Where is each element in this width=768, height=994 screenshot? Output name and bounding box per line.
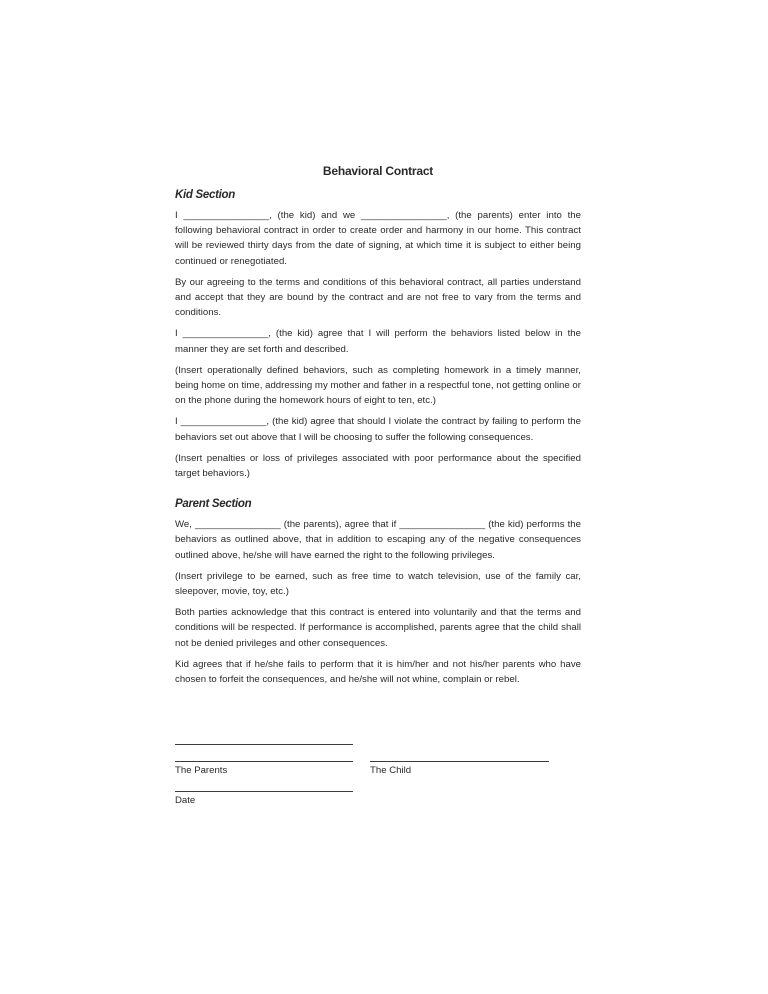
parent-signature-line-2 (175, 761, 353, 762)
kid-paragraph-5: I ________________, (the kid) agree that should I violate the contract by failing to perform the behaviors set out above that I will be choosing to suffer the following consequences. (175, 416, 581, 443)
parent-paragraph-1: We, ________________ (the parents), agree that if ________________ (the kid) performs the behaviors as outlined above, that in addition to escaping any of the negative consequences outlined above, he/she will have earned the right to the following privileges. (175, 519, 581, 561)
date-line (175, 791, 353, 792)
signature-block (175, 736, 555, 816)
document-title: Behavioral Contract (322, 164, 434, 178)
parent-paragraph-2: (Insert privilege to be earned, such as free time to watch television, use of the family car, sleepover, movie, toy, etc.) (175, 570, 581, 598)
kid-paragraph-3: I ________________, (the kid) agree that I will perform the behaviors listed below in the manner they are set forth and described. (175, 328, 581, 355)
kid-section-heading: Kid Section (175, 189, 235, 201)
parents-signature-label: The Parents (175, 765, 228, 776)
parent-signature-line-1 (175, 744, 353, 745)
date-label: Date (175, 795, 196, 806)
kid-paragraph-2: By our agreeing to the terms and conditions of this behavioral contract, all parties understand and accept that they are bound by the contract and are not free to vary from the terms and conditions. (175, 276, 581, 319)
parent-paragraph-4: Kid agrees that if he/she fails to perform that it is him/her and not his/her parents who have chosen to forfeit the consequences, and he/she will not whine, complain or rebel. (175, 658, 581, 686)
child-signature-line (370, 761, 549, 762)
kid-paragraph-6: (Insert penalties or loss of privileges associated with poor performance about the specified target behaviors.) (175, 452, 581, 480)
kid-paragraph-4: (Insert operationally defined behaviors, such as completing homework in a timely manner, being home on time, addressing my mother and father in a respectful tone, not getting online or on the phone during the homework hours of eight to ten, etc.) (175, 364, 581, 407)
contract-document (175, 162, 581, 693)
parent-section-heading: Parent Section (175, 498, 252, 511)
kid-paragraph-1: I ________________, (the kid) and we ________________, (the parents) enter into the following behavioral contract in order to create order and harmony in our home. This contract will be reviewed thirty days from the date of signing, at which time it is subject to either being continued or renegotiated. (175, 210, 581, 267)
parent-paragraph-3: Both parties acknowledge that this contract is entered into voluntarily and that the terms and conditions will be respected. If performance is accomplished, parents agree that the child shall not be denied privileges and other consequences. (175, 607, 581, 649)
child-signature-label: The Child (370, 765, 412, 776)
